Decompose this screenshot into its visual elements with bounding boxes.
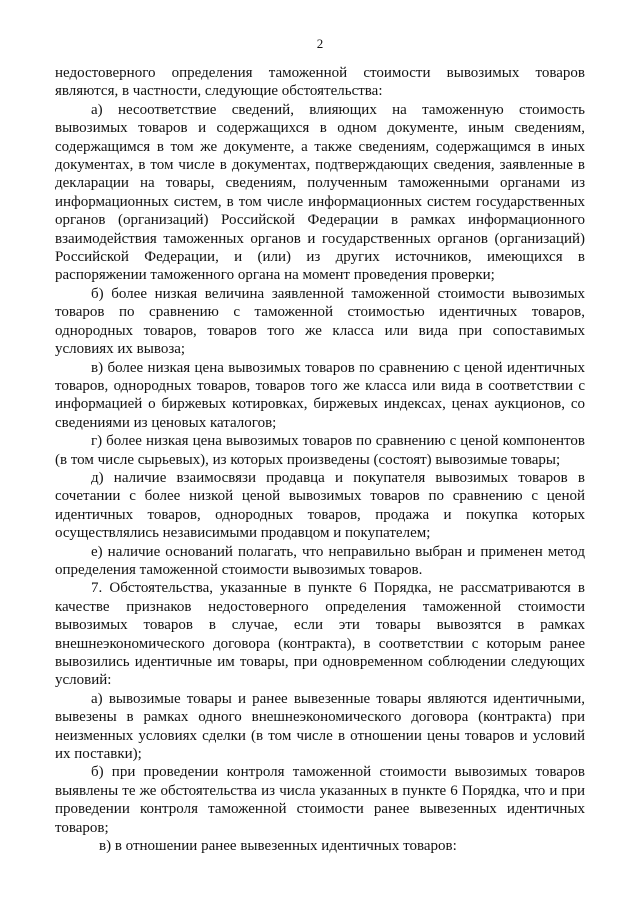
paragraph-item-e: е) наличие оснований полагать, что неправильно выбран и применен метод определения таможенной стоимости вывозимых товаров. — [55, 543, 585, 578]
paragraph-item-a: а) несоответствие сведений, влияющих на таможенную стоимость вывозимых товаров и содержащихся в одном документе, иным сведениям, содержащимся в том же документе, а также сведениям, содержащимся в иных документах, в том числе в документах, подтверждающих сведения, заявленные в декларации на товары, сведениям, полученным таможенными органами из информационных систем, в том числе информационных систем государственных органов (организаций) Российской Федерации в рамках информационного взаимодействия таможенных органов и государственных органов (организаций) Российской Федерации, и (или) из других источников, имеющихся в распоряжении таможенного органа на момент проведения проверки; — [55, 101, 585, 284]
paragraph-item-b: б) более низкая величина заявленной таможенной стоимости вывозимых товаров по сравнению с таможенной стоимостью идентичных товаров, однородных товаров, товаров того же класса или вида при сопоставимых условиях их вывоза; — [55, 285, 585, 358]
paragraph-section-7: 7. Обстоятельства, указанные в пункте 6 Порядка, не рассматриваются в качестве признаков недостоверного определения таможенной стоимости вывозимых товаров в случае, если эти товары вывозятся в рамках внешнеэкономического договора (контракта), в соответствии с которым ранее вывозились идентичные им товары, при одновременном соблюдении следующих условий: — [55, 580, 585, 689]
paragraph-section-7-item-a: а) вывозимые товары и ранее вывезенные товары являются идентичными, вывезены в рамках одного внешнеэкономического договора (контракта) при неизменных условиях сделки (в том числе в отношении цены товаров и условий их поставки); — [55, 690, 585, 763]
document-body — [55, 64, 585, 855]
paragraph-section-7-item-v: в) в отношении ранее вывезенных идентичных товаров: — [99, 838, 457, 855]
paragraph-item-d: д) наличие взаимосвязи продавца и покупателя вывозимых товаров в сочетании с более низкой ценой вывозимых товаров по сравнению с ценой идентичных товаров, однородных товаров, продажа и покупка которых осуществлялись независимыми продавцом и покупателем; — [55, 469, 585, 542]
page-number: 2 — [316, 36, 324, 51]
paragraph-intro-continuation: недостоверного определения таможенной стоимости вывозимых товаров являются, в частности, следующие обстоятельства: — [55, 65, 585, 100]
paragraph-section-7-item-b: б) при проведении контроля таможенной стоимости вывозимых товаров выявлены те же обстоятельства из числа указанных в пункте 6 Порядка, что и при проведении контроля таможенной стоимости ранее вывезенных идентичных товаров; — [55, 764, 585, 836]
paragraph-item-g: г) более низкая цена вывозимых товаров по сравнению с ценой компонентов (в том числе сырьевых), из которых произведены (состоят) вывозимые товары; — [55, 433, 585, 468]
paragraph-item-v: в) более низкая цена вывозимых товаров по сравнению с ценой идентичных товаров, однородных товаров, товаров того же класса или вида в соответствии с информацией о биржевых котировках, биржевых индексах, ценах аукционов, со сведениями из ценовых каталогов; — [55, 359, 585, 431]
